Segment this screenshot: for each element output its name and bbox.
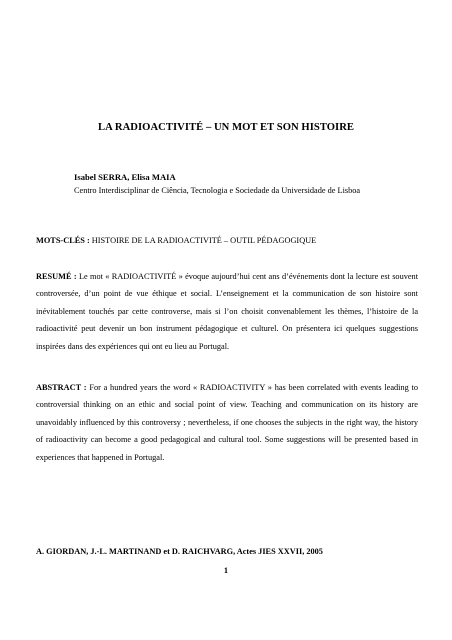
abstract-paragraph xyxy=(36,379,418,466)
keywords-text: HISTOIRE DE LA RADIOACTIVITÉ – OUTIL PÉDAGOGIQUE xyxy=(91,236,317,245)
abstract-text: For a hundred years the word « RADIOACTIVITY » has been correlated with events leading to controversial thinking on an ethic and social point of view. Teaching and communication on its history are unavoidably influenced by this controversy ; nevertheless, if one chooses the subjects in the right way, the history of radioactivity can become a good pedagogical and cultural tool. Some suggestions will be presented based in experiences that happened in Portugal. xyxy=(36,383,418,462)
keywords xyxy=(36,236,316,245)
paper-title: LA RADIOACTIVITÉ – UN MOT ET SON HISTOIRE xyxy=(97,122,355,133)
authors: Isabel SERRA, Elisa MAIA xyxy=(74,172,176,182)
keywords-label: MOTS-CLÉS : xyxy=(36,236,90,245)
affiliation: Centro Interdisciplinar de Ciência, Tecnologia e Sociedade da Universidade de Lisboa xyxy=(74,186,361,195)
resume-text: Le mot « RADIOACTIVITÉ » évoque aujourd’hui cent ans d’événements dont la lecture est souvent controversée, d’un point de vue éthique et social. L’enseignement et la communication de son histoire sont inévitablement touchés par cette controverse, mais si l’on choisit convenablement les thèmes, l’histoire de la radioactivité peut devenir un bon instrument pédagogique et culturel. On présentera ici quelques suggestions inspirées dans des expériences qui ont eu lieu au Portugal. xyxy=(36,272,419,351)
footer-citation: A. GIORDAN, J.-L. MARTINAND et D. RAICHVARG, Actes JIES XXVII, 2005 xyxy=(36,547,323,556)
resume-label: RESUMÉ : xyxy=(36,272,77,281)
page-number: 1 xyxy=(223,566,229,575)
abstract-label: ABSTRACT : xyxy=(36,383,87,392)
resume-paragraph xyxy=(36,268,418,355)
